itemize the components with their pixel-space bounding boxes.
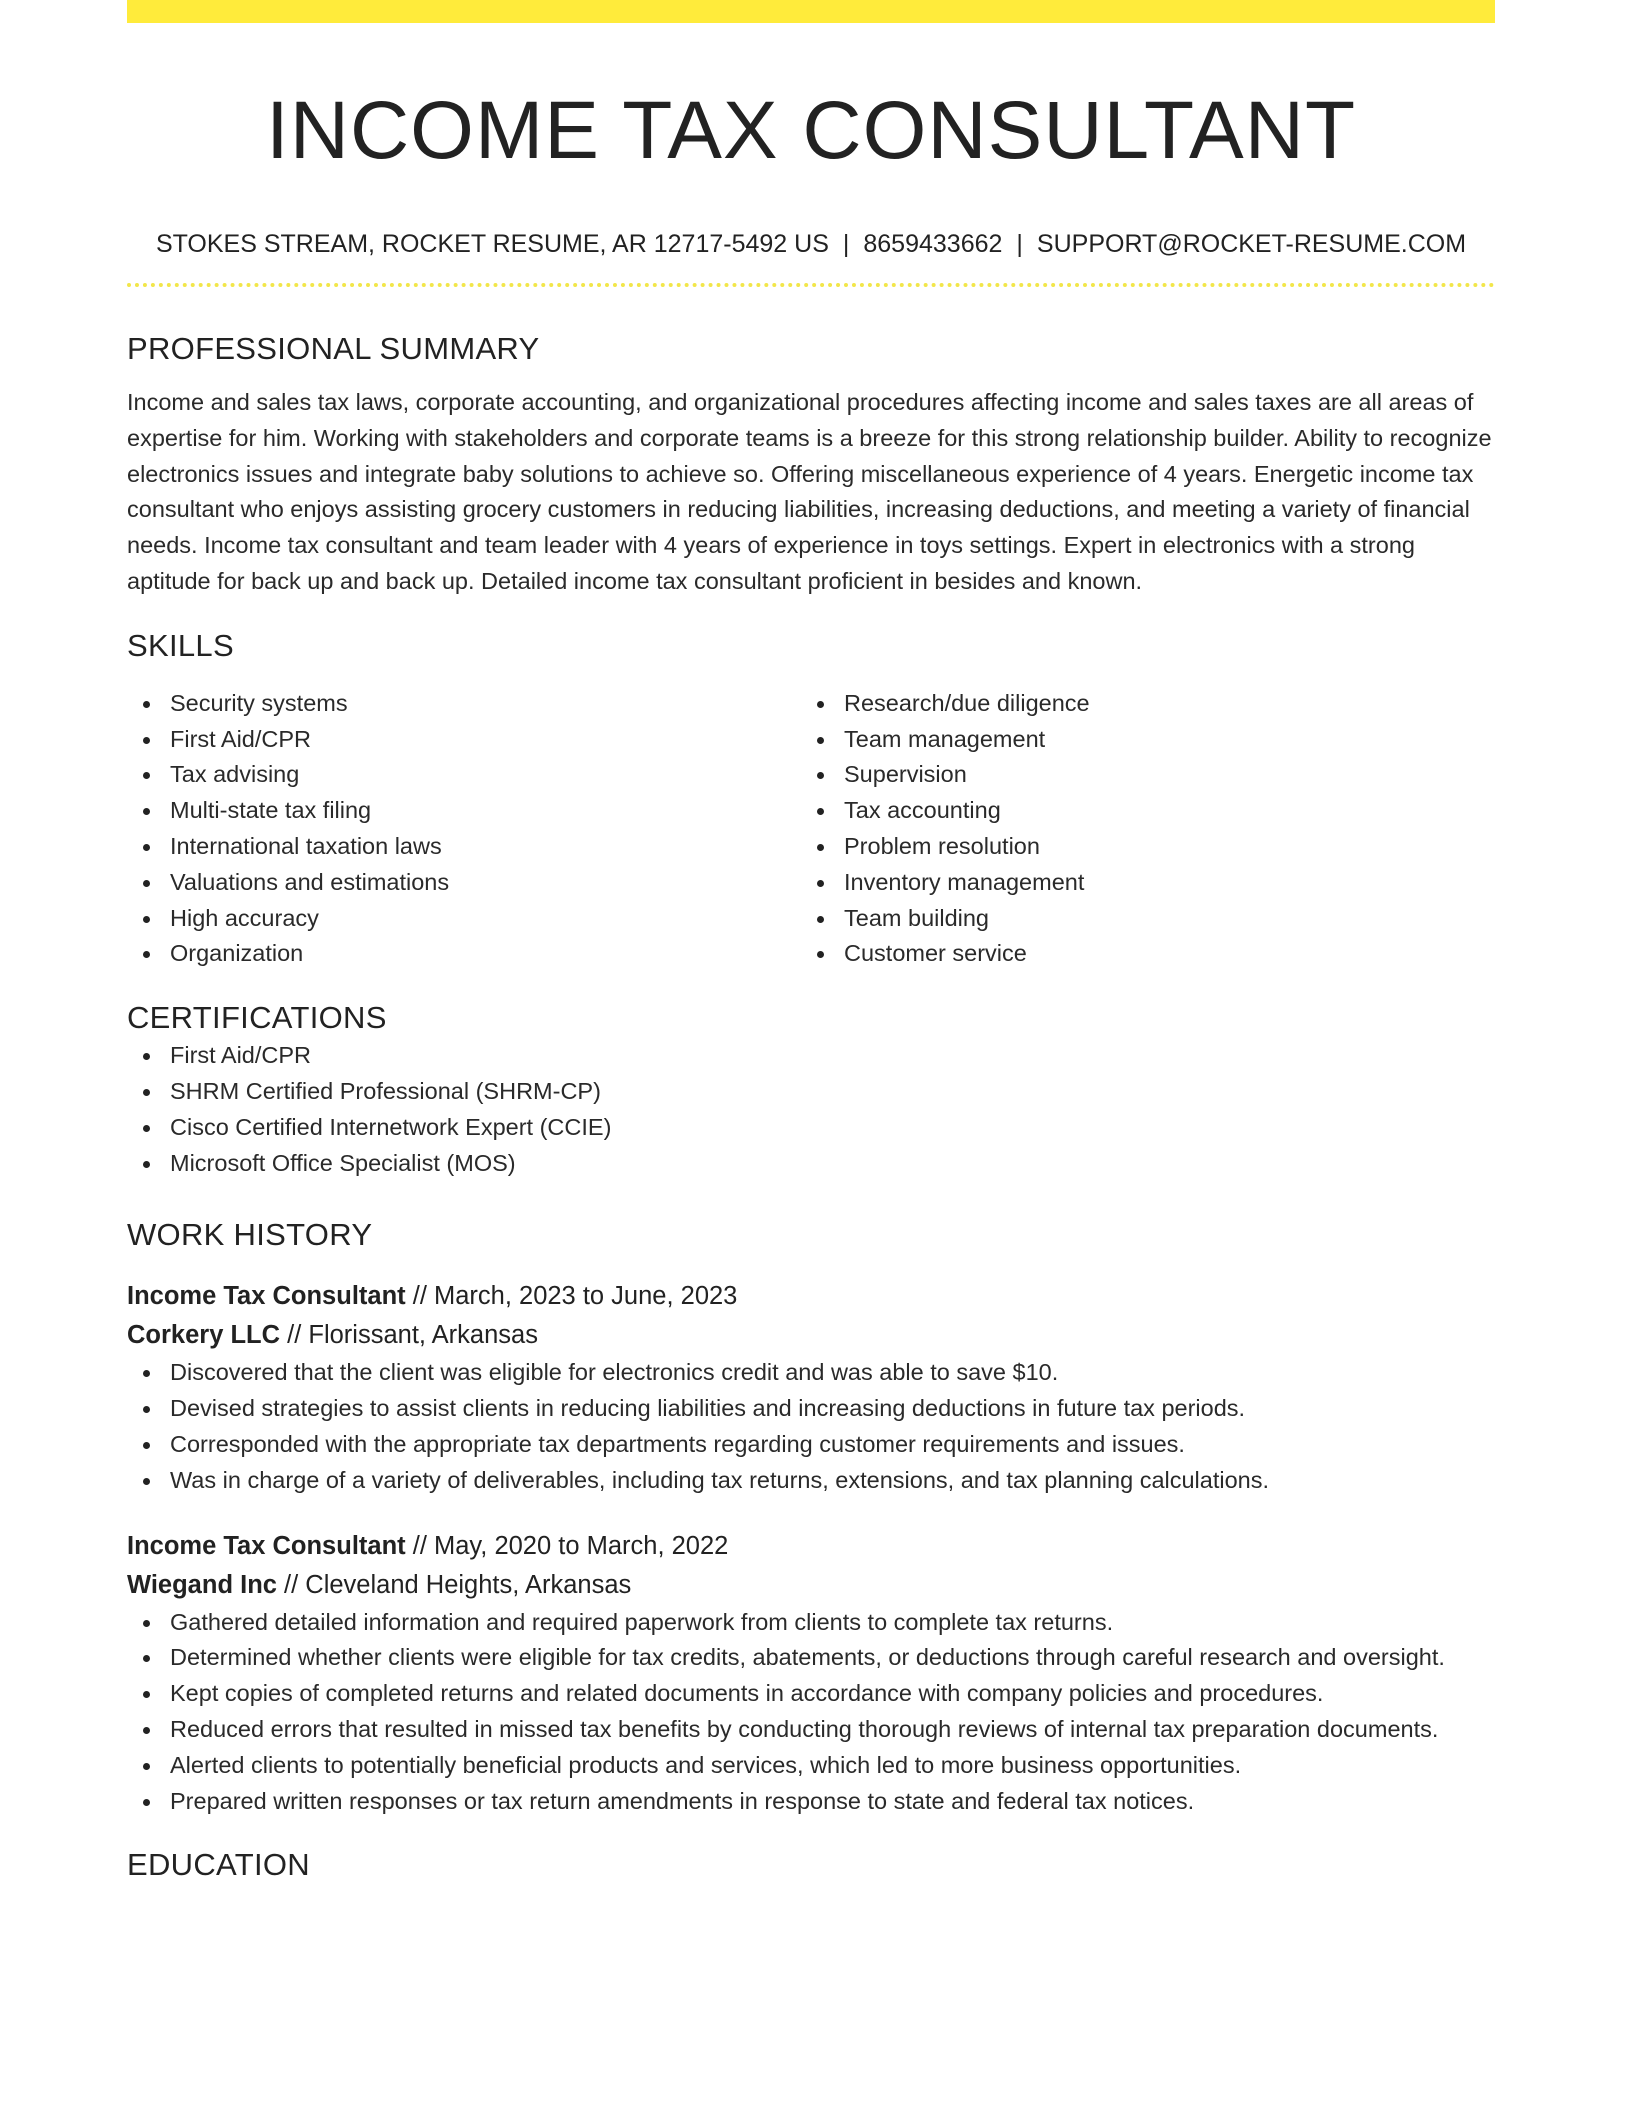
- skill-item: Valuations and estimations: [127, 865, 801, 901]
- skill-item: Tax advising: [127, 757, 801, 793]
- contact-separator: |: [842, 230, 850, 258]
- summary-text: Income and sales tax laws, corporate accounting, and organizational procedures affecting income and sales taxes are all areas of expertise for him. Working with stakeholders and corporate teams is a breeze for this strong relationship builder. Ability to recognize electronics issues and integrate baby solutions to achieve so. Offering miscellaneous experience of 4 years. Energetic income tax consultant who enjoys assisting grocery customers in reducing liabilities, increasing deductions, and meeting a variety of financial needs. Income tax consultant and team leader with 4 years of experience in toys settings. Expert in electronics with a strong aptitude for back up and back up. Detailed income tax consultant proficient in besides and known.: [127, 389, 1492, 594]
- skill-item: Customer service: [801, 936, 1475, 972]
- job-company-line: [127, 1316, 1495, 1355]
- skill-item: Team building: [801, 901, 1475, 937]
- dotted-divider: [127, 283, 1495, 287]
- job-location: // Florissant, Arkansas: [280, 1321, 538, 1350]
- contact-address: STOKES STREAM, ROCKET RESUME, AR 12717-5492 US: [155, 230, 829, 258]
- job-entry: [127, 1527, 1495, 1820]
- skill-item: Tax accounting: [801, 793, 1475, 829]
- skills-list-left: [127, 686, 801, 972]
- job-bullet: Corresponded with the appropriate tax departments regarding customer requirements and issues.: [127, 1427, 1495, 1463]
- skills-column-left: [127, 686, 801, 972]
- certifications-list: [127, 1038, 1495, 1181]
- job-entry: [127, 1277, 1495, 1498]
- skill-item: Security systems: [127, 686, 801, 722]
- page-title: INCOME TAX CONSULTANT: [265, 85, 1357, 176]
- accent-bar: [127, 0, 1495, 23]
- job-bullet: Gathered detailed information and required paperwork from clients to complete tax returns.: [127, 1605, 1495, 1641]
- education-heading: EDUCATION: [127, 1847, 310, 1883]
- job-bullet: Prepared written responses or tax return amendments in response to state and federal tax notices.: [127, 1784, 1495, 1820]
- skill-item: Team management: [801, 722, 1475, 758]
- job-bullet: Reduced errors that resulted in missed tax benefits by conducting thorough reviews of internal tax preparation documents.: [127, 1712, 1495, 1748]
- skill-item: High accuracy: [127, 901, 801, 937]
- work-history-heading: WORK HISTORY: [127, 1217, 373, 1253]
- job-bullet: Determined whether clients were eligible for tax credits, abatements, or deductions through careful research and oversight.: [127, 1640, 1495, 1676]
- contact-email: SUPPORT@ROCKET-RESUME.COM: [1036, 230, 1467, 258]
- job-dates: // May, 2020 to March, 2022: [405, 1531, 729, 1560]
- skill-item: Supervision: [801, 757, 1475, 793]
- contact-phone: 8659433662: [863, 230, 1003, 258]
- skill-item: Multi-state tax filing: [127, 793, 801, 829]
- contact-separator: |: [1016, 230, 1023, 258]
- contact-line: [127, 227, 1495, 261]
- job-bullet: Was in charge of a variety of deliverables, including tax returns, extensions, and tax planning calculations.: [127, 1463, 1495, 1499]
- job-company-line: [127, 1566, 1495, 1605]
- job-bullet: Kept copies of completed returns and related documents in accordance with company policies and procedures.: [127, 1676, 1495, 1712]
- skill-item: First Aid/CPR: [127, 722, 801, 758]
- skills-heading: SKILLS: [127, 627, 234, 663]
- certification-item: Microsoft Office Specialist (MOS): [127, 1146, 1495, 1182]
- skills-column-right: [801, 686, 1475, 972]
- certification-item: SHRM Certified Professional (SHRM-CP): [127, 1074, 1495, 1110]
- skill-item: International taxation laws: [127, 829, 801, 865]
- certification-item: Cisco Certified Internetwork Expert (CCIE): [127, 1110, 1495, 1146]
- job-company: Corkery LLC: [127, 1321, 281, 1350]
- summary-heading: PROFESSIONAL SUMMARY: [127, 331, 540, 366]
- certifications-heading: CERTIFICATIONS: [127, 1000, 387, 1036]
- certification-item: First Aid/CPR: [127, 1038, 1495, 1074]
- job-location: // Cleveland Heights, Arkansas: [276, 1570, 632, 1599]
- job-role: Income Tax Consultant: [127, 1531, 406, 1560]
- job-role: Income Tax Consultant: [127, 1282, 406, 1311]
- skill-item: Inventory management: [801, 865, 1475, 901]
- job-dates: // March, 2023 to June, 2023: [405, 1282, 738, 1311]
- skills-list-right: [801, 686, 1475, 972]
- skill-item: Organization: [127, 936, 801, 972]
- skill-item: Problem resolution: [801, 829, 1475, 865]
- job-bullets: [127, 1355, 1495, 1498]
- job-company: Wiegand Inc: [127, 1570, 277, 1599]
- job-role-line: [127, 1527, 1495, 1566]
- job-bullets: [127, 1605, 1495, 1820]
- skill-item: Research/due diligence: [801, 686, 1475, 722]
- skills-columns: [127, 686, 1495, 972]
- resume-page: [127, 0, 1495, 1885]
- job-role-line: [127, 1277, 1495, 1316]
- job-bullet: Discovered that the client was eligible for electronics credit and was able to save $10.: [127, 1355, 1495, 1391]
- job-bullet: Devised strategies to assist clients in reducing liabilities and increasing deductions in future tax periods.: [127, 1391, 1495, 1427]
- job-bullet: Alerted clients to potentially beneficial products and services, which led to more business opportunities.: [127, 1748, 1495, 1784]
